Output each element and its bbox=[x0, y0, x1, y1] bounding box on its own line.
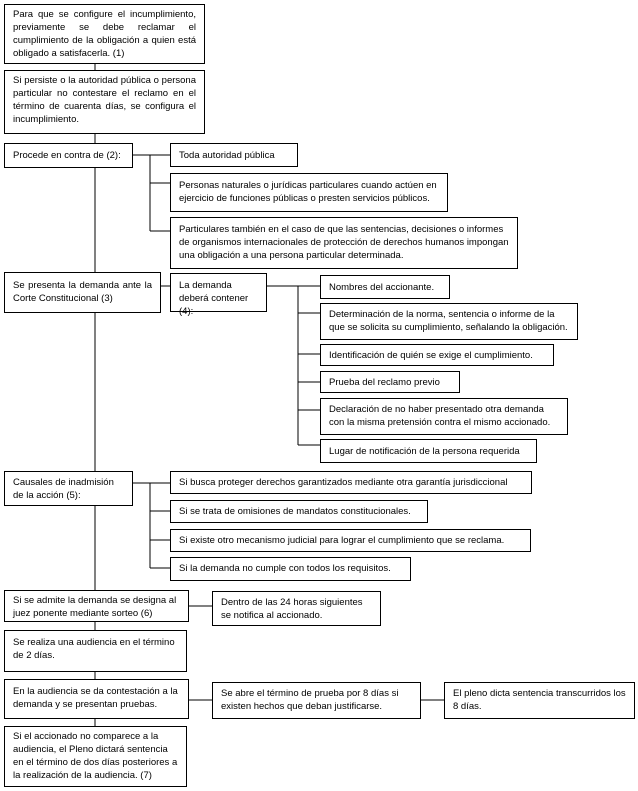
contenido-item-text: Declaración de no haber presentado otra demanda con la misma pretensión contra el mismo accionado. bbox=[329, 404, 551, 428]
step-configura-incumplimiento bbox=[4, 70, 205, 134]
step-contestacion bbox=[4, 679, 189, 719]
contenido-item bbox=[320, 439, 537, 463]
step-no-comparece-text: Si el accionado no comparece a la audiencia, el Pleno dictará sentencia en el término de dos días posteriores a la realización de la audiencia. (7) bbox=[13, 731, 178, 781]
notificacion-accionado bbox=[212, 591, 381, 626]
notificacion-accionado-text: Dentro de las 24 horas siguientes se notifica al accionado. bbox=[221, 597, 363, 621]
contenido-item bbox=[320, 275, 450, 299]
procede-item-text: Toda autoridad pública bbox=[179, 150, 275, 161]
contenido-item-text: Nombres del accionante. bbox=[329, 282, 435, 293]
procede-item-text: Particulares también en el caso de que las sentencias, decisiones o informes de organismos internacionales de protección de derechos humanos impongan una obligación a una persona particular determinada. bbox=[179, 224, 509, 261]
step-contestacion-text: En la audiencia se da contestación a la demanda y se presentan pruebas. bbox=[13, 686, 178, 710]
causal-item-text: Si busca proteger derechos garantizados mediante otra garantía jurisdiccional bbox=[179, 477, 508, 488]
contenido-item bbox=[320, 398, 568, 435]
causal-item bbox=[170, 471, 532, 494]
contenido-item bbox=[320, 344, 554, 366]
contenido-item-text: Lugar de notificación de la persona requerida bbox=[329, 446, 520, 457]
step-causales-inadmision-text: Causales de inadmisión de la acción (5): bbox=[13, 477, 114, 501]
step-reclamo-previo bbox=[4, 4, 205, 64]
causal-item bbox=[170, 529, 531, 552]
termino-prueba bbox=[212, 682, 421, 719]
causal-item-text: Si se trata de omisiones de mandatos constitucionales. bbox=[179, 506, 411, 517]
procede-item bbox=[170, 173, 448, 212]
step-sorteo-juez bbox=[4, 590, 189, 622]
contenido-item-text: Identificación de quién se exige el cumplimiento. bbox=[329, 350, 533, 361]
causal-item bbox=[170, 557, 411, 581]
termino-prueba-text: Se abre el término de prueba por 8 días si existen hechos que deban justificarse. bbox=[221, 688, 399, 712]
step-procede-en-contra bbox=[4, 143, 133, 168]
contenido-item bbox=[320, 371, 460, 393]
step-no-comparece bbox=[4, 726, 187, 787]
contenido-item-text: Prueba del reclamo previo bbox=[329, 377, 440, 388]
demanda-contener-text: La demanda deberá contener (4): bbox=[179, 280, 249, 317]
procede-item bbox=[170, 143, 298, 167]
pleno-sentencia bbox=[444, 682, 635, 719]
pleno-sentencia-text: El pleno dicta sentencia transcurridos los 8 días. bbox=[453, 688, 626, 712]
causal-item bbox=[170, 500, 428, 523]
causal-item-text: Si la demanda no cumple con todos los requisitos. bbox=[179, 563, 391, 574]
step-audiencia bbox=[4, 630, 187, 672]
step-audiencia-text: Se realiza una audiencia en el término de 2 días. bbox=[13, 637, 175, 661]
step-sorteo-juez-text: Si se admite la demanda se designa al juez ponente mediante sorteo (6) bbox=[13, 595, 177, 619]
step-causales-inadmision bbox=[4, 471, 133, 506]
step-configura-incumplimiento-text: Si persiste o la autoridad pública o persona particular no contestare el reclamo en el término de cuarenta días, se configura el incumplimiento. bbox=[13, 75, 196, 125]
contenido-item bbox=[320, 303, 578, 340]
step-presenta-demanda-text: Se presenta la demanda ante la Corte Constitucional (3) bbox=[13, 280, 152, 304]
step-presenta-demanda bbox=[4, 272, 161, 313]
contenido-item-text: Determinación de la norma, sentencia o informe de la que se solicita su cumplimiento, señalando la obligación. bbox=[329, 309, 568, 333]
procede-item bbox=[170, 217, 518, 269]
step-reclamo-previo-text: Para que se configure el incumplimiento, previamente se debe reclamar el cumplimiento de la obligación a quien está obligado a satisfacerla. (1) bbox=[13, 9, 196, 59]
demanda-contener bbox=[170, 273, 267, 317]
procede-item-text: Personas naturales o jurídicas particulares cuando actúen en ejercicio de funciones públicas o presten servicios públicos. bbox=[179, 180, 437, 204]
step-procede-en-contra-text: Procede en contra de (2): bbox=[13, 150, 121, 161]
causal-item-text: Si existe otro mecanismo judicial para lograr el cumplimiento que se reclama. bbox=[179, 535, 505, 546]
